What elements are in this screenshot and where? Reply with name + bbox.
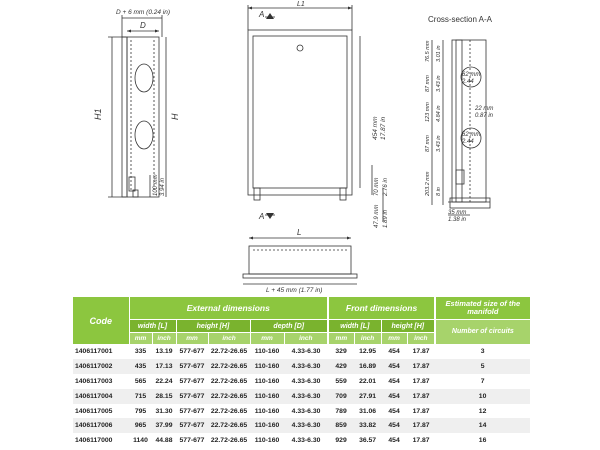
cell-code: 1406117006 [73, 418, 129, 433]
table-cell: 22.72-26.65 [208, 433, 250, 448]
table-cell: 13.19 [152, 344, 176, 359]
table-cell: 12.95 [354, 344, 381, 359]
table-cell: 10 [435, 389, 530, 404]
table-cell: 454 [381, 433, 407, 448]
table-cell: 22.72-26.65 [208, 359, 250, 374]
table-cell: 12 [435, 404, 530, 419]
table-cell: 715 [129, 389, 152, 404]
table-cell: 4.33-6.30 [284, 404, 328, 419]
section-dim-5-mm: 203.2 mm [425, 171, 431, 196]
table-cell: 22.72-26.65 [208, 389, 250, 404]
side-depth-note: D + 6 mm (0.24 in) [116, 9, 171, 16]
table-cell: 577-677 [176, 374, 208, 389]
front-view-door [253, 36, 347, 188]
header-front: Front dimensions [328, 297, 435, 320]
table-cell: 559 [328, 374, 354, 389]
table-cell: 3 [435, 344, 530, 359]
side-h1-label: H1 [93, 108, 103, 120]
table-cell: 795 [129, 404, 152, 419]
section-dim-top-in: 3.01 in [436, 45, 442, 62]
table-cell: 1140 [129, 433, 152, 448]
table-cell: 4.33-6.30 [284, 433, 328, 448]
header-circuits: Number of circuits [435, 320, 530, 345]
section-dim-3-in: 4.84 in [436, 105, 442, 122]
table-cell: 110-160 [250, 433, 284, 448]
table-cell: 17.87 [407, 433, 435, 448]
table-cell: 709 [328, 389, 354, 404]
table-cell: 454 [381, 359, 407, 374]
table-cell: 577-677 [176, 344, 208, 359]
front-base-in: 1.89 in [383, 209, 389, 228]
section-bottom-mm: 35 mm [448, 210, 467, 216]
table-cell: 22.01 [354, 374, 381, 389]
table-cell: 435 [129, 359, 152, 374]
front-foot-mm: 70 mm [374, 177, 380, 196]
table-cell: 33.82 [354, 418, 381, 433]
front-height-in: 17.87 in [380, 116, 387, 140]
cell-code: 1406117005 [73, 404, 129, 419]
table-cell: 577-677 [176, 433, 208, 448]
table-cell: 22.72-26.65 [208, 418, 250, 433]
cell-code: 1406117004 [73, 389, 129, 404]
cell-code: 1406117000 [73, 433, 129, 448]
cell-code: 1406117003 [73, 374, 129, 389]
table-cell: 110-160 [250, 344, 284, 359]
front-foot-in: 2.76 in [383, 177, 389, 196]
table-row [73, 389, 530, 404]
table-cell: 110-160 [250, 359, 284, 374]
unit-inch: inch [152, 333, 176, 345]
table-cell: 965 [129, 418, 152, 433]
section-body [452, 40, 486, 202]
table-cell: 110-160 [250, 404, 284, 419]
section-dim-3-mm: 123 mm [425, 102, 431, 122]
header-width-l: width [L] [129, 320, 176, 333]
table-cell: 110-160 [250, 374, 284, 389]
table-cell: 454 [381, 374, 407, 389]
section-circle-2-in: 2.44 [462, 139, 474, 145]
table-cell: 17.87 [407, 359, 435, 374]
front-height-mm: 454 mm [372, 116, 379, 140]
side-view-flange [122, 37, 127, 197]
table-cell: 454 [381, 344, 407, 359]
header-estimated: Estimated size of the manifold [435, 297, 530, 320]
unit-inch: inch [407, 333, 435, 345]
table-cell: 929 [328, 433, 354, 448]
section-hole-bottom [461, 128, 481, 148]
section-dim-top-mm: 76.5 mm [425, 40, 431, 62]
front-view-frame [248, 30, 352, 195]
table-cell: 37.99 [152, 418, 176, 433]
plan-view-body [249, 246, 351, 274]
table-row [73, 433, 530, 448]
section-mid-in: 0.87 in [475, 113, 494, 119]
table-cell: 859 [328, 418, 354, 433]
unit-mm: mm [381, 333, 407, 345]
table-row [73, 374, 530, 389]
header-code: Code [73, 297, 129, 344]
table-cell: 454 [381, 404, 407, 419]
table-cell: 335 [129, 344, 152, 359]
table-row [73, 404, 530, 419]
table-cell: 28.15 [152, 389, 176, 404]
table-cell: 17.87 [407, 344, 435, 359]
unit-mm: mm [129, 333, 152, 345]
cell-code: 1406117001 [73, 344, 129, 359]
section-dim-4-mm: 87 mm [425, 135, 431, 152]
front-width-label: L1 [297, 1, 305, 8]
table-cell: 110-160 [250, 389, 284, 404]
table-cell: 22.72-26.65 [208, 374, 250, 389]
table-cell: 44.88 [152, 433, 176, 448]
section-circle-1-mm: 62 mm [462, 72, 481, 78]
table-cell: 31.06 [354, 404, 381, 419]
section-mid-mm: 22 mm [475, 106, 494, 112]
plan-width-label: L [297, 228, 302, 237]
table-cell: 14 [435, 418, 530, 433]
header-depth-d: depth [D] [250, 320, 328, 333]
table-cell: 4.33-6.30 [284, 389, 328, 404]
unit-inch: inch [354, 333, 381, 345]
table-cell: 5 [435, 359, 530, 374]
table-row [73, 359, 530, 374]
header-front-width-l: width [L] [328, 320, 381, 333]
table-cell: 7 [435, 374, 530, 389]
table-cell: 329 [328, 344, 354, 359]
table-cell: 577-677 [176, 404, 208, 419]
header-front-height-h: height [H] [381, 320, 435, 333]
table-cell: 565 [129, 374, 152, 389]
table-cell: 577-677 [176, 359, 208, 374]
table-cell: 17.87 [407, 374, 435, 389]
section-circle-2-mm: 62 mm [462, 132, 481, 138]
front-section-mark-bottom: A [259, 212, 265, 221]
table-cell: 22.24 [152, 374, 176, 389]
unit-mm: mm [176, 333, 208, 345]
table-row [73, 344, 530, 359]
plan-view-flange [243, 274, 357, 278]
table-cell: 17.13 [152, 359, 176, 374]
dimensions-table [73, 297, 530, 448]
table-cell: 17.87 [407, 389, 435, 404]
table-cell: 22.72-26.65 [208, 344, 250, 359]
table-body [73, 344, 530, 448]
section-dim-2-mm: 87 mm [425, 75, 431, 92]
table-cell: 36.57 [354, 433, 381, 448]
table-cell: 17.87 [407, 404, 435, 419]
table-cell: 16.89 [354, 359, 381, 374]
table-cell: 454 [381, 389, 407, 404]
front-base-mm: 47.9 mm [374, 204, 380, 228]
unit-mm: mm [328, 333, 354, 345]
section-bottom-in: 1.38 in [448, 217, 467, 223]
side-h-label: H [170, 113, 180, 120]
table-cell: 17.87 [407, 418, 435, 433]
unit-mm: mm [250, 333, 284, 345]
table-cell: 4.33-6.30 [284, 344, 328, 359]
table-cell: 31.30 [152, 404, 176, 419]
table-cell: 22.72-26.65 [208, 404, 250, 419]
table-cell: 789 [328, 404, 354, 419]
side-bottom-in: 3.94 in [160, 177, 166, 196]
door-lock [297, 45, 303, 51]
section-circle-1-in: 2.44 [462, 79, 474, 85]
side-bottom-mm: 100 mm [153, 174, 159, 196]
section-dim-4-in: 3.43 in [436, 135, 442, 152]
table-cell: 577-677 [176, 418, 208, 433]
table-cell: 4.33-6.30 [284, 359, 328, 374]
table-cell: 27.91 [354, 389, 381, 404]
section-dim-2-in: 3.43 in [436, 75, 442, 92]
table-cell: 4.33-6.30 [284, 374, 328, 389]
section-dim-5-in: 8 in [436, 187, 442, 196]
side-depth-label: D [140, 21, 146, 30]
header-height-h: height [H] [176, 320, 250, 333]
side-knockout-top [135, 64, 153, 92]
cell-code: 1406117002 [73, 359, 129, 374]
table-cell: 454 [381, 418, 407, 433]
table-cell: 429 [328, 359, 354, 374]
header-external: External dimensions [129, 297, 328, 320]
unit-inch: inch [284, 333, 328, 345]
side-knockout-bottom [135, 121, 153, 149]
front-section-mark-top: A [259, 10, 265, 19]
table-cell: 110-160 [250, 418, 284, 433]
table-cell: 577-677 [176, 389, 208, 404]
unit-inch: inch [208, 333, 250, 345]
table-cell: 16 [435, 433, 530, 448]
table-row [73, 418, 530, 433]
plan-total-note: L + 45 mm (1.77 in) [266, 287, 323, 294]
table-cell: 4.33-6.30 [284, 418, 328, 433]
section-title: Cross-section A-A [428, 15, 493, 24]
